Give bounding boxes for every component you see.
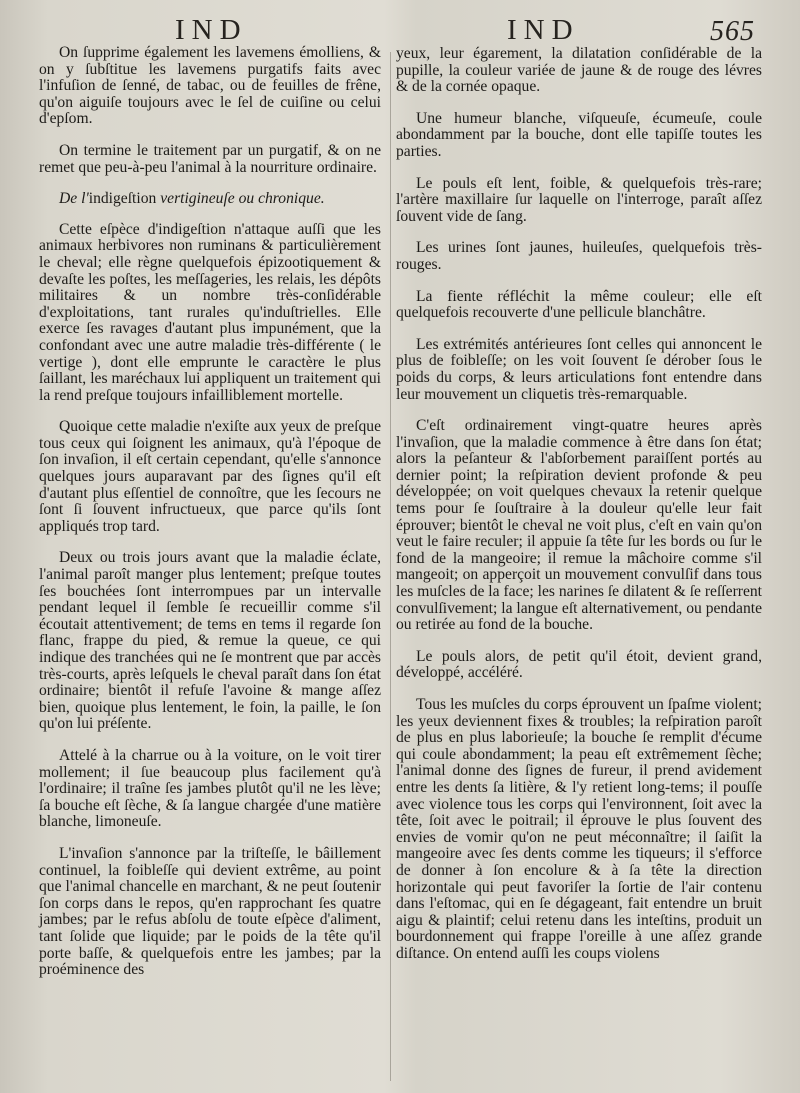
paragraph: L'invaſion s'annonce par la triſteſſe, le bâillement continuel, la foibleſſe qui devient extrême, au point que l'animal chancelle en marchant, & ne peut ſoutenir ſon corps dans le repos, qu'en rapprochant ſes quatre jambes; par le refus abſolu de toute eſpèce d'aliment, tant ſolide que liquide; par le poids de la tête qu'il porte baſſe, & quelquefois entre les jambes; par la proéminence des: [39, 844, 381, 979]
paragraph: On ſupprime également les lavemens émolliens, & on y ſubſtitue les lavemens purgatifs faits avec l'infuſion de ſenné, de tabac, ou de feuilles de frêne, qu'on aiguiſe toujours avec le ſel de cuiſine ou celui d'epſom.: [39, 44, 381, 128]
paragraph-continuation: yeux, leur égarement, la dilatation conſidérable de la pupille, la couleur variée de jaune & de rouge des lévres & de la cornée opaque.: [396, 45, 762, 96]
paragraph: Deux ou trois jours avant que la maladie éclate, l'animal paroît manger plus lentement; preſque toutes ſes bouchées ſont interrompues par un intervalle pendant lequel il ſemble ſe recueillir comme s'il écoutait attentivement; de tems en tems il regarde ſon flanc, frappe du pied, & remue la queue, ce qui indique des tranchées qui ne ſe montrent que par accès très-courts, après leſquels le cheval paraît dans ſon état ordinaire; bientôt il refuſe l'avoine & mange aſſez bien, quoique plus lentement, le foin, la paille, le ſon qu'on lui préſente.: [39, 549, 381, 733]
paragraph: Les urines ſont jaunes, huileuſes, quelquefois très-rouges.: [396, 239, 762, 273]
right-column: [396, 46, 762, 978]
subheading-term: indigeſtion: [88, 190, 157, 208]
left-column: [39, 45, 381, 994]
subheading-prefix: De l': [59, 190, 89, 208]
paragraph: Les extrémités antérieures ſont celles qui annoncent le plus de foibleſſe; on les voit ſouvent ſe dérober ſous le poids du corps, & leurs articulations font entendre dans leur mouvement un cliquetis très-remarquable.: [396, 335, 762, 403]
subheading-suffix: vertigineuſe ou chronique.: [156, 190, 325, 208]
right-running-title: IND: [507, 14, 580, 46]
column-divider: [390, 52, 391, 1081]
paragraph: On termine le traitement par un purgatif, & on ne remet que peu-à-peu l'animal à la nourriture ordinaire.: [39, 141, 381, 176]
paragraph: Le pouls eſt lent, foible, & quelquefois très-rare; l'artère maxillaire ſur laquelle on l'interroge, paraît aſſez ſouvent vide de ſang.: [396, 174, 762, 225]
page-number: 565: [710, 16, 755, 47]
paragraph: Une humeur blanche, viſqueuſe, écumeuſe, coule abondamment par la bouche, dont elle tapiſſe toutes les parties.: [396, 109, 762, 160]
left-running-title: IND: [175, 14, 248, 46]
paragraph: C'eſt ordinairement vingt-quatre heures après l'invaſion, que la maladie commence à être dans ſon état; alors la peſanteur & l'abſorbement paraiſſent portés au dernier point; la reſpiration devient profonde & peu développée; on voit quelques chevaux la retenir quelque tems pour ſe ſouſtraire à la douleur qu'elle leur fait éprouver; bientôt le cheval ne voit plus, c'eſt en vain qu'on veut le faire reculer; il appuie ſa tête ſur les bords ou ſur le fond de la mangeoire; il remue la mâchoire comme s'il mangeoit; on apperçoit un mouvement convulſif dans tous les muſcles de la face; les narines ſe dilatent & ſe reſſerrent convulſivement; la langue eſt alternativement, ou pendante ou retirée au fond de la bouche.: [396, 417, 762, 634]
paragraph: Le pouls alors, de petit qu'il étoit, devient grand, développé, accéléré.: [396, 647, 762, 682]
paragraph: Quoique cette maladie n'exiſte aux yeux de preſque tous ceux qui ſoignent les animaux, qu'à l'époque de ſon invaſion, il eſt certain cependant, qu'elle s'annonce quelques jours auparavant par des ſignes qu'il eſt d'autant plus eſſentiel de connoître, que les ſecours ne ſont ſi ſouvent infructueux, que parce qu'ils ſont appliqués trop tard.: [39, 418, 381, 535]
paragraph: Attelé à la charrue ou à la voiture, on le voit tirer mollement; il ſue beaucoup plus facilement qu'à l'ordinaire; il traîne ſes jambes plutôt qu'il ne les lève; ſa bouche eſt ſèche, & ſa langue chargée d'une matière blanche, limoneuſe.: [39, 746, 381, 831]
paragraph: La fiente réfléchit la même couleur; elle eſt quelquefois recouverte d'une pellicule blanchâtre.: [396, 287, 762, 322]
paragraph: Cette eſpèce d'indigeſtion n'attaque auſſi que les animaux herbivores non ruminans & particulièrement le cheval; elle règne quelquefois épizootiquement & devaſte les poſtes, les meſſageries, les relais, les dépôts militaires & un nombre très-conſidérable d'exploitations, tant rurales qu'induſtrielles. Elle exerce ſes ravages d'autant plus impunément, que la confondant avec une autre maladie très-différente ( le vertige ), dont elle emprunte le caractère le plus ſaillant, les maréchaux lui appliquent un traitement qui la rend preſque toujours infailliblement mortelle.: [39, 220, 381, 404]
paragraph: Tous les muſcles du corps éprouvent un ſpaſme violent; les yeux deviennent fixes & troubles; la reſpiration paroît de plus en plus laborieuſe; la bouche ſe remplit d'écume qui coule abondamment; la peau eſt extrêmement ſèche; l'animal donne des ſignes de fureur, il prend avidement entre les dents ſa litière, & l'y retient long-tems; il pouſſe avec violence tous les corps qui l'environnent, ſoit avec la tête, ſoit avec le poitrail; il éprouve le plus ſouvent des envies de vomir qu'on ne peut méconnaître; il ſaiſit la mangeoire avec ſes dents comme les tiqueurs; il s'efforce de donner à ſon encolure & à ſa tête la direction horizontale qui peut favoriſer la ſortie de l'air contenu dans l'eſtomac, qui en ſe dégageant, fait entendre un bruit aigu & plaintif; celui retenu dans les inteſtins, produit un bourdonnement qui frappe l'oreille à une aſſez grande diſtance. On entend auſſi les coups violens: [396, 696, 762, 962]
section-subheading: [39, 191, 381, 208]
